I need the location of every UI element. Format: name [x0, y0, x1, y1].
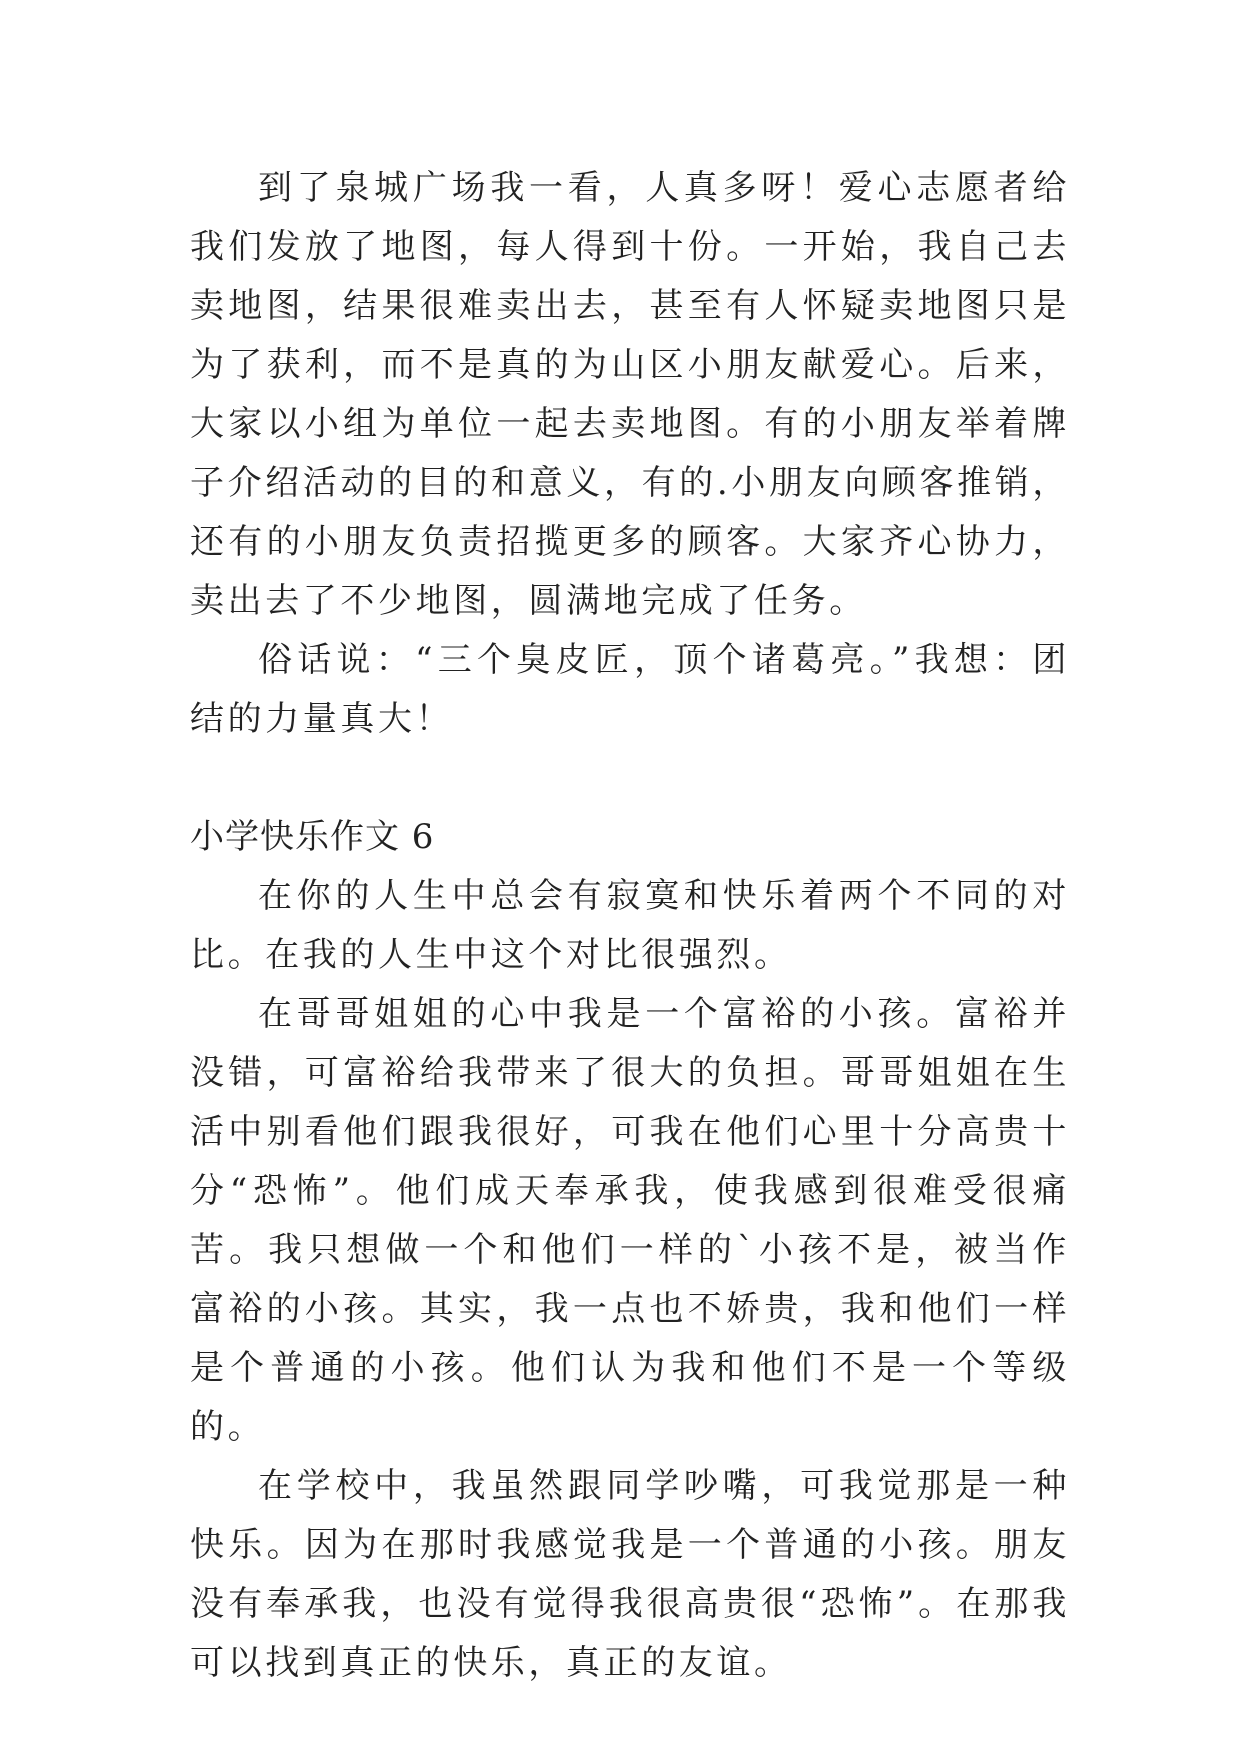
paragraph-siblings: 在哥哥姐姐的心中我是一个富裕的小孩。富裕并没错，可富裕给我带来了很大的负担。哥哥姐姐在生活中别看他们跟我很好，可我在他们心里十分高贵十分“恐怖”。他们成天奉承我，使我感到很难受很痛苦。我只想做一个和他们一样的`小孩不是，被当作富裕的小孩。其实，我一点也不娇贵，我和他们一样是个普通的小孩。他们认为我和他们不是一个等级的。 — [190, 994, 1070, 1447]
paragraph-proverb: 俗话说：“三个臭皮匠，顶个诸葛亮。”我想：团结的力量真大！ — [190, 640, 1070, 739]
paragraph-contrast: 在你的人生中总会有寂寞和快乐着两个不同的对比。在我的人生中这个对比很强烈。 — [190, 876, 1070, 975]
text-column — [190, 159, 1070, 1693]
paragraph-school: 在学校中，我虽然跟同学吵嘴，可我觉那是一种快乐。因为在那时我感觉我是一个普通的小孩。朋友没有奉承我，也没有觉得我很高贵很“恐怖”。在那我可以找到真正的快乐，真正的友谊。 — [190, 1466, 1070, 1683]
paragraph-square-visit: 到了泉城广场我一看，人真多呀！爱心志愿者给我们发放了地图，每人得到十份。一开始，我自己去卖地图，结果很难卖出去，甚至有人怀疑卖地图只是为了获利，而不是真的为山区小朋友献爱心。后来，大家以小组为单位一起去卖地图。有的小朋友举着牌子介绍活动的目的和意义，有的.小朋友向顾客推销，还有的小朋友负责招揽更多的顾客。大家齐心协力，卖出去了不少地图，圆满地完成了任务。 — [190, 168, 1070, 621]
essay-title: 小学快乐作文 6 — [190, 817, 435, 857]
